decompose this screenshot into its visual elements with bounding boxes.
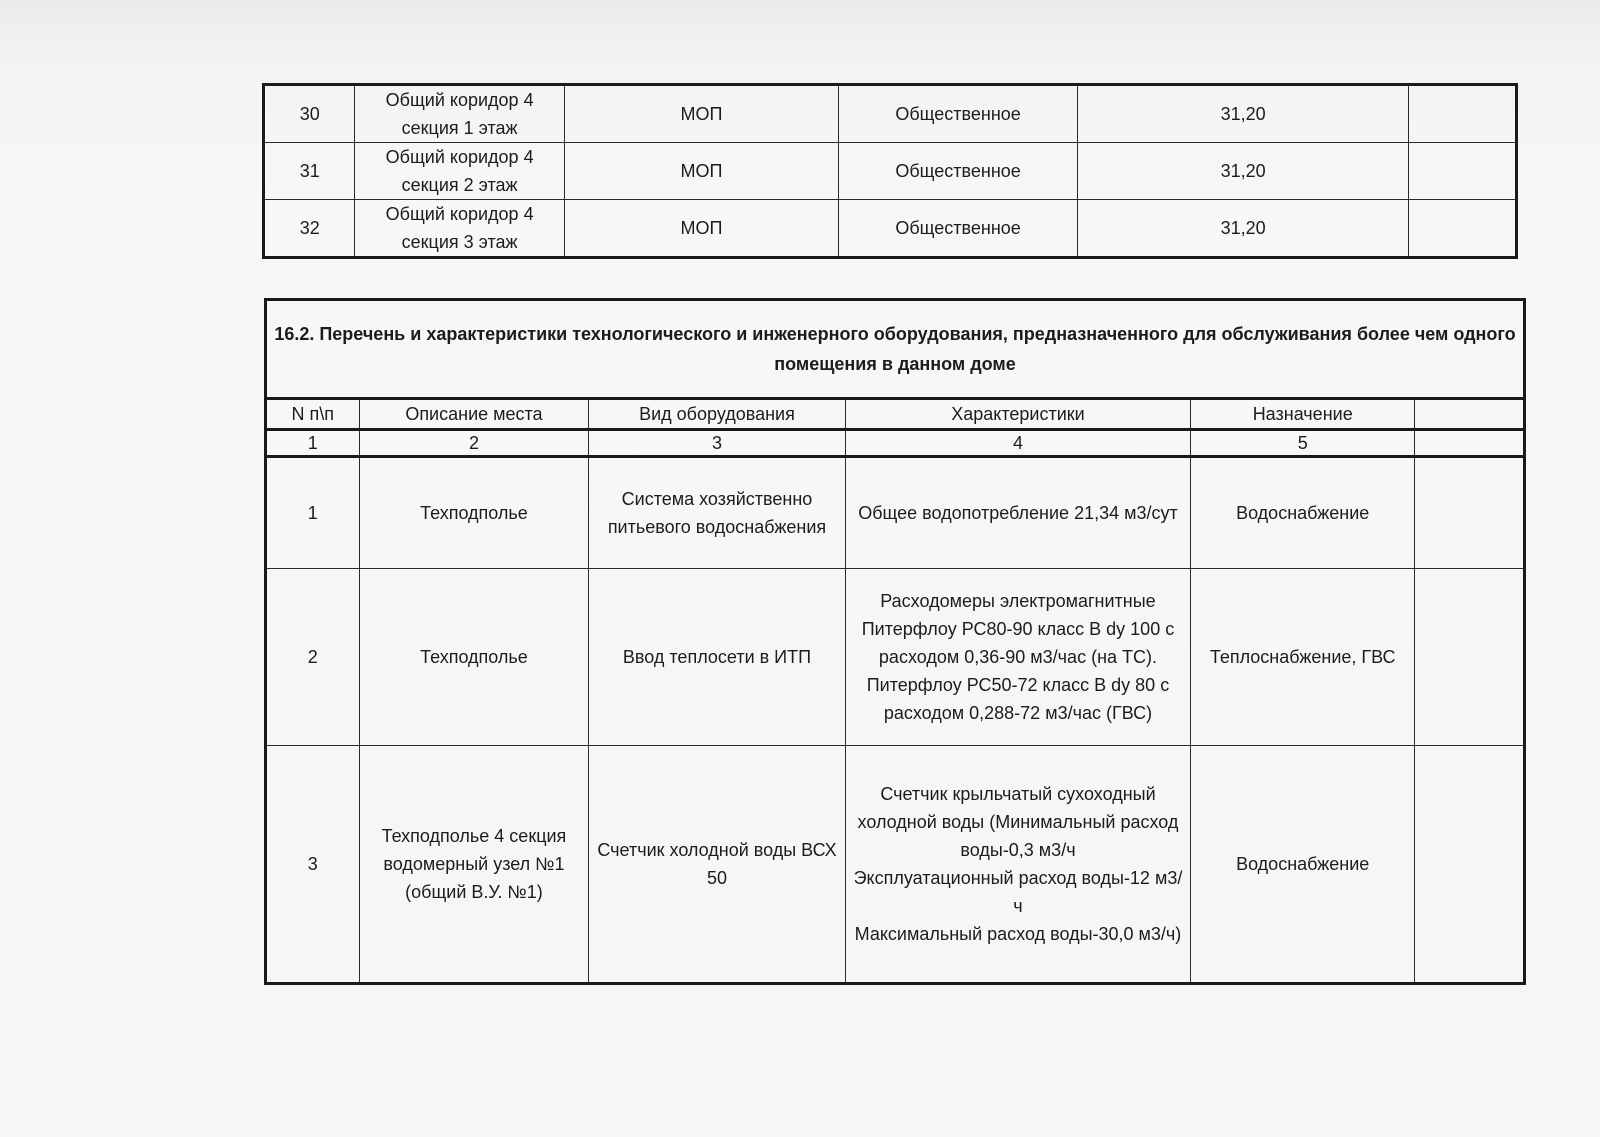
equipment-place: Техподполье 4 секция водомерный узел №1 (общий В.У. №1) bbox=[359, 746, 589, 984]
column-header: Описание места bbox=[359, 399, 589, 430]
equipment-purpose: Теплоснабжение, ГВС bbox=[1191, 569, 1415, 746]
room-type: МОП bbox=[564, 85, 838, 143]
rooms-table bbox=[262, 83, 1518, 259]
table-header-row bbox=[266, 399, 1525, 430]
row-number: 31 bbox=[264, 143, 355, 200]
table-row bbox=[264, 143, 1517, 200]
room-place: Общий коридор 4 секция 3 этаж bbox=[355, 200, 564, 258]
room-extra bbox=[1409, 143, 1517, 200]
section-title: 16.2. Перечень и характеристики технологического и инженерного оборудования, предназначенного для обслуживания более чем одного помещения в данном доме bbox=[266, 300, 1525, 399]
equipment-type: Ввод теплосети в ИТП bbox=[589, 569, 845, 746]
equipment-extra bbox=[1415, 457, 1525, 569]
equipment-place: Техподполье bbox=[359, 569, 589, 746]
equipment-characteristics: Счетчик крыльчатый сухоходный холодной воды (Минимальный расход воды-0,3 м3/ч Эксплуатационный расход воды-12 м3/ч Максимальный расход воды-30,0 м3/ч) bbox=[845, 746, 1191, 984]
room-purpose: Общественное bbox=[839, 143, 1078, 200]
column-number: 5 bbox=[1191, 430, 1415, 457]
room-purpose: Общественное bbox=[839, 85, 1078, 143]
room-place: Общий коридор 4 секция 1 этаж bbox=[355, 85, 564, 143]
room-area: 31,20 bbox=[1077, 143, 1408, 200]
table-row bbox=[266, 457, 1525, 569]
table-row bbox=[264, 200, 1517, 258]
room-extra bbox=[1409, 200, 1517, 258]
row-number: 3 bbox=[266, 746, 360, 984]
row-number: 1 bbox=[266, 457, 360, 569]
room-place: Общий коридор 4 секция 2 этаж bbox=[355, 143, 564, 200]
equipment-extra bbox=[1415, 569, 1525, 746]
room-area: 31,20 bbox=[1077, 85, 1408, 143]
equipment-type: Система хозяйственно питьевого водоснабжения bbox=[589, 457, 845, 569]
table-row bbox=[266, 569, 1525, 746]
table-row bbox=[266, 746, 1525, 984]
row-number: 32 bbox=[264, 200, 355, 258]
column-number-row bbox=[266, 430, 1525, 457]
equipment-type: Счетчик холодной воды ВСХ 50 bbox=[589, 746, 845, 984]
room-extra bbox=[1409, 85, 1517, 143]
column-header: Характеристики bbox=[845, 399, 1191, 430]
column-number: 2 bbox=[359, 430, 589, 457]
column-number: 4 bbox=[845, 430, 1191, 457]
table-title-row bbox=[266, 300, 1525, 399]
room-purpose: Общественное bbox=[839, 200, 1078, 258]
column-number: 3 bbox=[589, 430, 845, 457]
column-header: Вид оборудования bbox=[589, 399, 845, 430]
column-number bbox=[1415, 430, 1525, 457]
column-header bbox=[1415, 399, 1525, 430]
column-header: Назначение bbox=[1191, 399, 1415, 430]
table-row bbox=[264, 85, 1517, 143]
equipment-place: Техподполье bbox=[359, 457, 589, 569]
equipment-extra bbox=[1415, 746, 1525, 984]
row-number: 30 bbox=[264, 85, 355, 143]
room-type: МОП bbox=[564, 143, 838, 200]
room-area: 31,20 bbox=[1077, 200, 1408, 258]
row-number: 2 bbox=[266, 569, 360, 746]
equipment-table bbox=[264, 298, 1526, 985]
equipment-characteristics: Расходомеры электромагнитные Питерфлоу РС80-90 класс B dy 100 с расходом 0,36-90 м3/час (на ТС). Питерфлоу РС50-72 класс B dy 80 с расходом 0,288-72 м3/час (ГВС) bbox=[845, 569, 1191, 746]
equipment-purpose: Водоснабжение bbox=[1191, 457, 1415, 569]
column-number: 1 bbox=[266, 430, 360, 457]
equipment-characteristics: Общее водопотребление 21,34 м3/сут bbox=[845, 457, 1191, 569]
column-header: N п\п bbox=[266, 399, 360, 430]
room-type: МОП bbox=[564, 200, 838, 258]
equipment-purpose: Водоснабжение bbox=[1191, 746, 1415, 984]
